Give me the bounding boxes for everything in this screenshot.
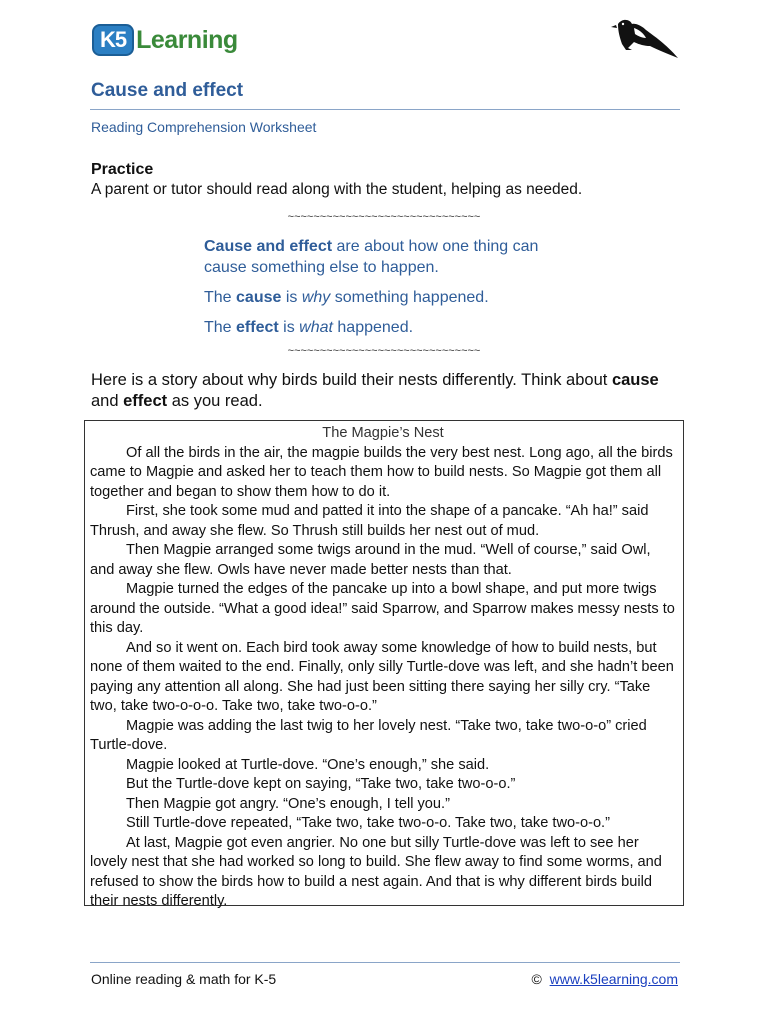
website-link[interactable]: www.k5learning.com: [549, 971, 678, 987]
copyright-symbol: ©: [531, 971, 542, 987]
header-divider: [90, 109, 680, 110]
definition-text: happened.: [332, 319, 414, 336]
definition-term: cause: [236, 289, 282, 306]
story-paragraph: Magpie looked at Turtle-dove. “One’s enough,” she said.: [126, 756, 490, 773]
story-paragraph: Of all the birds in the air, the magpie builds the very best nest. Long ago, all the birds came to Magpie and asked her to teach them how to build nests. So Magpie got them all together and began to show them how to do it.: [90, 444, 673, 500]
story-paragraph: At last, Magpie got even angrier. No one but silly Turtle-dove was left to see her lovely nest that she had worked so long to build. She flew away to find some worms, and refused to show the birds how to build a nest again. And that is why different birds build their nests differently.: [90, 834, 662, 909]
footer-tagline: Online reading & math for K-5: [91, 971, 277, 987]
definition-text: The: [204, 319, 237, 336]
intro-text: Here is a story about why birds build their nests differently. Think about: [91, 371, 612, 389]
story-paragraph: Still Turtle-dove repeated, “Take two, take two-o-o. Take two, take two-o-o.”: [126, 815, 610, 831]
practice-heading: Practice: [91, 161, 154, 178]
definition-cause: [204, 287, 489, 308]
story-paragraph: Magpie was adding the last twig to her lovely nest. “Take two, take two-o-o” cried Turtle-dove.: [90, 717, 647, 753]
definition-text: is: [278, 319, 300, 336]
story-box: [84, 420, 684, 909]
intro-text: as you read.: [167, 392, 263, 410]
intro-cause: cause: [611, 371, 659, 389]
definition-text: are about how one thing can cause something else to happen.: [204, 238, 539, 276]
story-paragraph: But the Turtle-dove kept on saying, “Take two, take two-o-o.”: [126, 776, 516, 792]
footer-divider: [90, 962, 680, 963]
worksheet-title: Cause and effect: [91, 80, 244, 101]
definition-effect: [204, 317, 413, 338]
tilde-divider-top: ~~~~~~~~~~~~~~~~~~~~~~~~~~~~~~: [287, 211, 481, 223]
story-paragraph: First, she took some mud and patted it into the shape of a pancake. “Ah ha!” said Thrush, and away she flew. So Thrush still builds her nest out of mud.: [90, 503, 649, 539]
story-title: The Magpie’s Nest: [322, 425, 444, 441]
story-paragraph: Then Magpie arranged some twigs around in the mud. “Well of course,” said Owl, and away she flew. Owls have never made better nests than that.: [90, 542, 651, 578]
magpie-icon: [608, 14, 680, 64]
definition-emphasis: what: [299, 319, 333, 336]
intro-effect: effect: [123, 392, 168, 410]
definition-term: effect: [236, 319, 279, 336]
story-paragraph: Then Magpie got angry. “One’s enough, I tell you.”: [126, 795, 450, 812]
definition-text: The: [204, 289, 237, 306]
tilde-divider-bottom: ~~~~~~~~~~~~~~~~~~~~~~~~~~~~~~: [287, 345, 481, 357]
k5-learning-logo: [92, 20, 238, 60]
definition-text: something happened.: [330, 289, 489, 306]
story-paragraph: Magpie turned the edges of the pancake up into a bowl shape, and put more twigs around the outside. “What a good idea!” said Sparrow, and Sparrow makes messy nests to this day.: [90, 581, 675, 636]
practice-instructions: A parent or tutor should read along with the student, helping as needed.: [91, 181, 583, 198]
logo-learning-text: Learning: [136, 25, 238, 54]
definition-text: is: [281, 289, 302, 306]
story-paragraph: And so it went on. Each bird took away some knowledge of how to build nests, but none of them waited to the end. Finally, only silly Turtle-dove was left, and she hadn’t been paying any attention all along. She had just been sitting there saying her silly cry. “Take two, take two-o-o-o. Take two, take two-o-o.”: [90, 639, 674, 714]
definition-term: Cause and effect: [204, 238, 333, 255]
logo-k5-badge: K5: [92, 24, 134, 56]
footer-copyright: [532, 971, 679, 987]
worksheet-subtitle: Reading Comprehension Worksheet: [91, 119, 317, 135]
story-intro: [91, 370, 681, 412]
definition-emphasis: why: [301, 289, 331, 306]
intro-text: and: [91, 392, 124, 410]
definition-cause-and-effect: [204, 236, 564, 278]
